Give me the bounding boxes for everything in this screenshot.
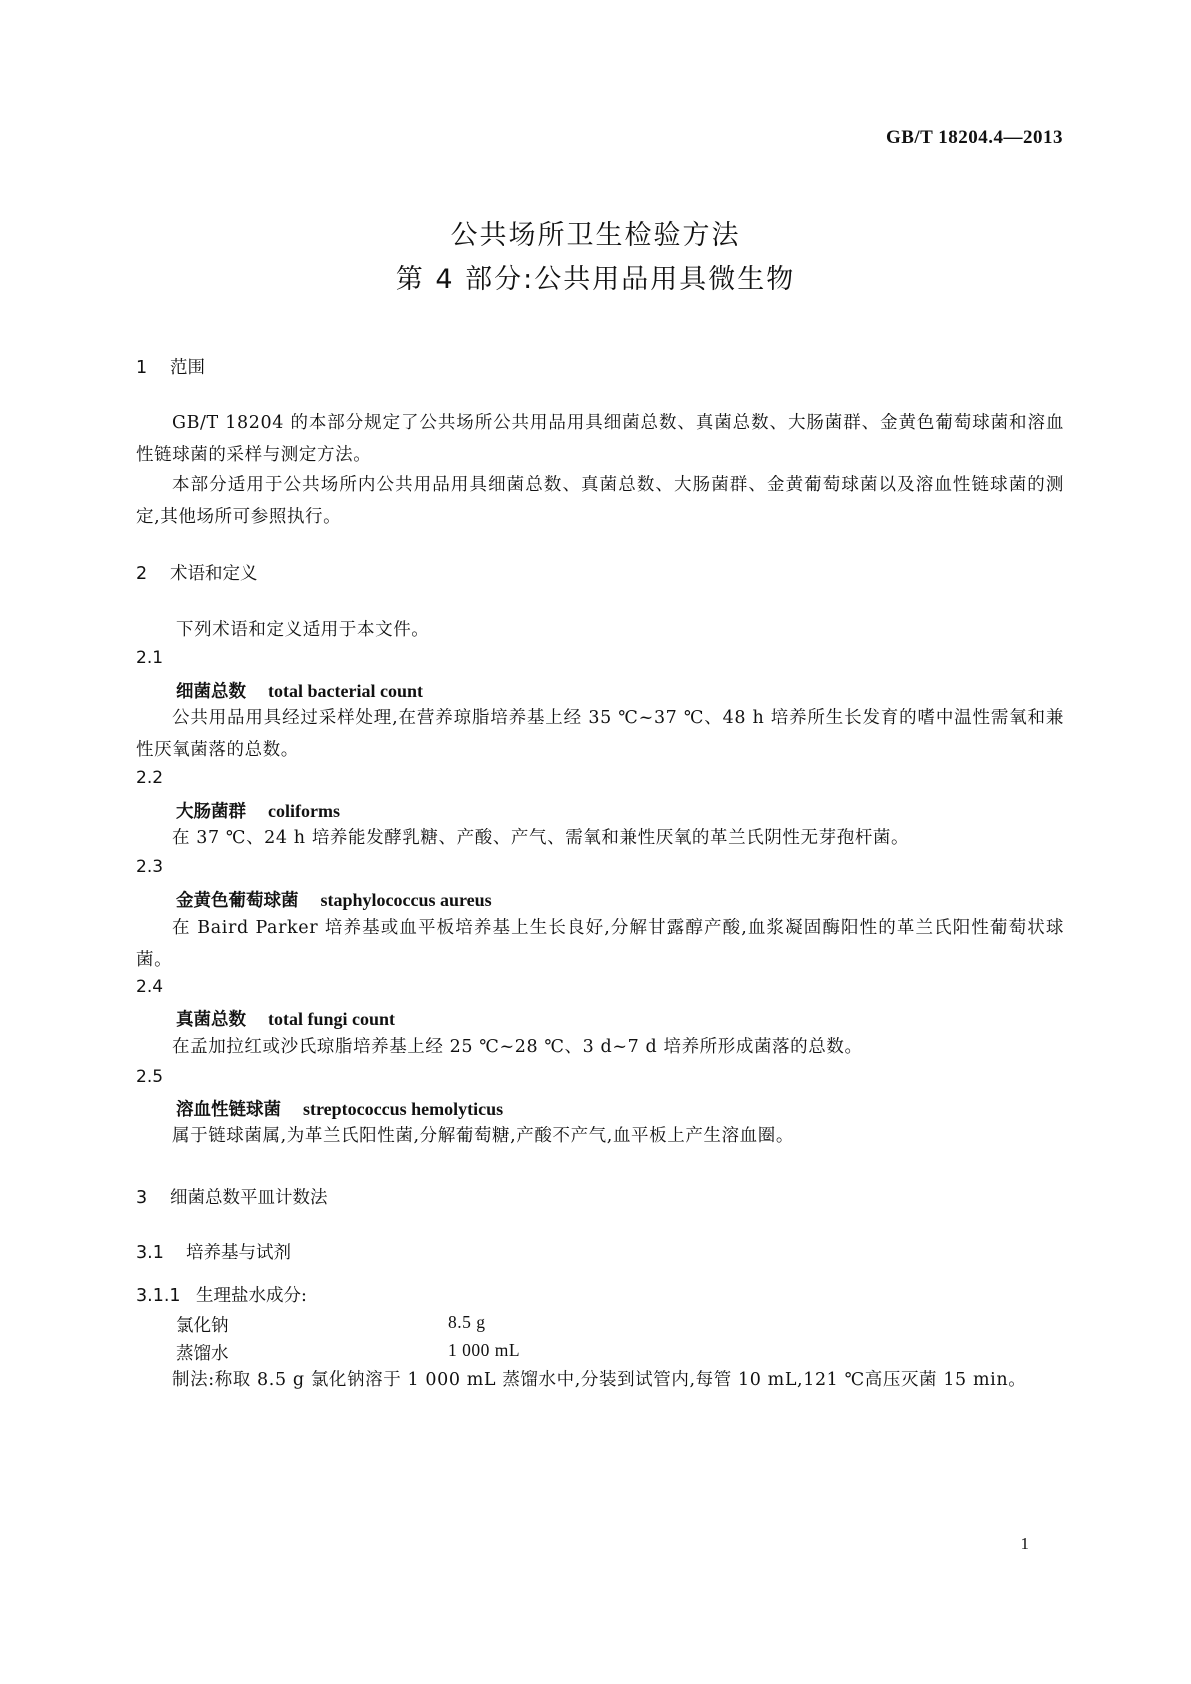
term-number: 2.1 <box>136 648 164 668</box>
page-number: 1 <box>1020 1534 1029 1553</box>
term-zh: 溶血性链球菌 <box>176 1100 281 1120</box>
term-heading <box>176 1006 395 1031</box>
term-heading <box>176 1096 503 1121</box>
term-definition: 在 37 ℃、24 h 培养能发酵乳糖、产酸、产气、需氧和兼性厌氧的革兰氏阴性无芽孢杆菌。 <box>172 828 910 848</box>
term-number: 2.2 <box>136 768 164 788</box>
ingredient-name: 氯化钠 <box>176 1316 229 1336</box>
standard-number: GB/T 18204.4—2013 <box>885 127 1063 148</box>
preparation-method: 制法:称取 8.5 g 氯化钠溶于 1 000 mL 蒸馏水中,分装到试管内,每管 10 mL,121 ℃高压灭菌 15 min。 <box>172 1370 1027 1390</box>
subsection-3-1-heading <box>136 1239 291 1264</box>
term-en: streptococcus hemolyticus <box>303 1099 504 1119</box>
section-number: 3 <box>136 1188 148 1208</box>
section-2-heading <box>136 560 258 585</box>
section-1-heading <box>136 354 205 379</box>
term-en: coliforms <box>268 801 340 821</box>
term-zh: 大肠菌群 <box>176 802 246 822</box>
term-en: total fungi count <box>268 1009 396 1029</box>
term-number: 2.4 <box>136 977 164 997</box>
subsection-title: 培养基与试剂 <box>186 1243 291 1263</box>
term-number: 2.5 <box>136 1067 164 1087</box>
term-number: 2.3 <box>136 857 164 877</box>
section-number: 2 <box>136 564 148 584</box>
term-zh: 真菌总数 <box>176 1010 246 1030</box>
section-3-heading <box>136 1184 328 1209</box>
term-en: total bacterial count <box>268 681 423 701</box>
section-title: 细菌总数平皿计数法 <box>170 1188 328 1208</box>
subsection-number: 3.1 <box>136 1243 164 1263</box>
term-heading <box>176 798 340 823</box>
term-definition: 在 Baird Parker 培养基或血平板培养基上生长良好,分解甘露醇产酸,血浆凝固酶阳性的革兰氏阳性葡萄状球菌。 <box>136 918 1064 970</box>
term-zh: 金黄色葡萄球菌 <box>176 891 299 911</box>
term-en: staphylococcus aureus <box>320 890 492 910</box>
term-heading <box>176 678 423 703</box>
document-title-line2: 第 4 部分:公共用品用具微生物 <box>395 264 796 295</box>
term-definition: 公共用品用具经过采样处理,在营养琼脂培养基上经 35 ℃~37 ℃、48 h 培养所生长发育的嗜中温性需氧和兼性厌氧菌落的总数。 <box>136 708 1064 760</box>
document-title-line1: 公共场所卫生检验方法 <box>450 220 741 251</box>
section-title: 术语和定义 <box>170 564 258 584</box>
ingredient-name: 蒸馏水 <box>176 1344 229 1364</box>
term-zh: 细菌总数 <box>176 682 246 702</box>
section-title: 范围 <box>170 358 205 378</box>
ingredient-value: 1 000 mL <box>448 1340 521 1360</box>
term-heading <box>176 887 492 912</box>
section-number: 1 <box>136 358 148 378</box>
item-title: 生理盐水成分: <box>196 1286 307 1306</box>
section-1-paragraph-1: GB/T 18204 的本部分规定了公共场所公共用品用具细菌总数、真菌总数、大肠菌群、金黄色葡萄球菌和溶血性链球菌的采样与测定方法。 <box>136 413 1064 465</box>
item-number: 3.1.1 <box>136 1286 181 1306</box>
section-1-paragraph-2: 本部分适用于公共场所内公共用品用具细菌总数、真菌总数、大肠菌群、金黄葡萄球菌以及溶血性链球菌的测定,其他场所可参照执行。 <box>136 475 1064 527</box>
term-definition: 在孟加拉红或沙氏琼脂培养基上经 25 ℃~28 ℃、3 d~7 d 培养所形成菌落的总数。 <box>172 1037 863 1057</box>
ingredient-value: 8.5 g <box>448 1312 486 1332</box>
term-definition: 属于链球菌属,为革兰氏阳性菌,分解葡萄糖,产酸不产气,血平板上产生溶血圈。 <box>172 1126 794 1146</box>
item-3-1-1-heading <box>136 1282 307 1307</box>
section-2-intro: 下列术语和定义适用于本文件。 <box>176 620 430 640</box>
